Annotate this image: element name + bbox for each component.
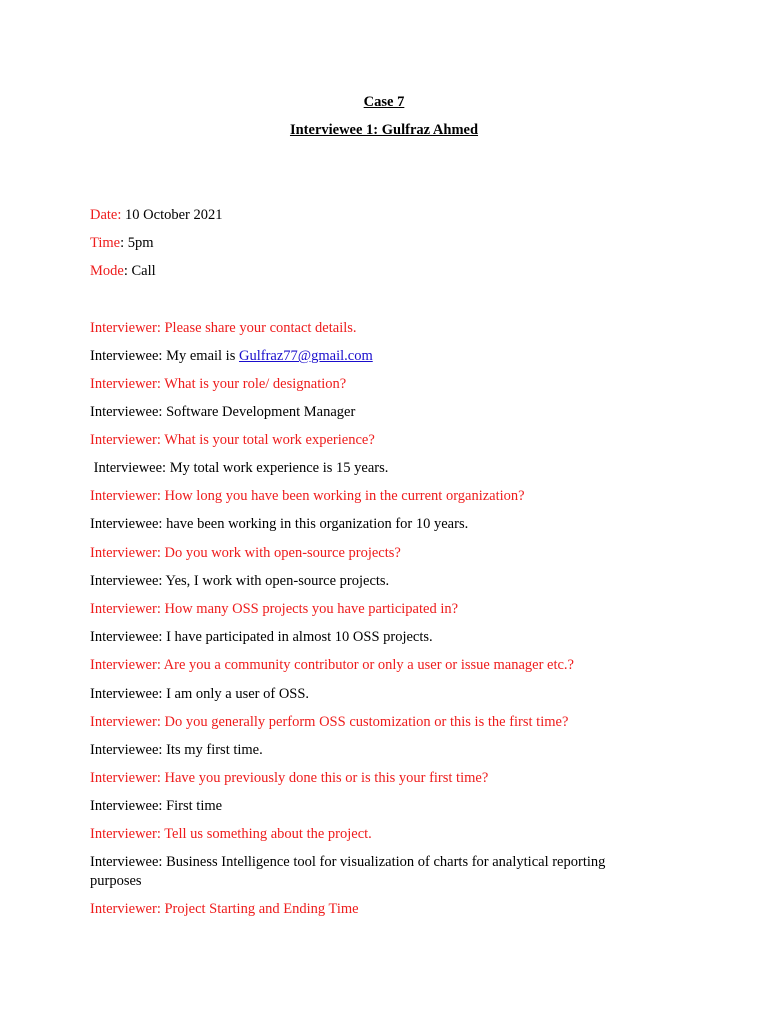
time-value: : 5pm <box>120 235 154 251</box>
question-contributor-role: Interviewer: Are you a community contributor or only a user or issue manager etc.? <box>90 657 574 673</box>
question-tenure: Interviewer: How long you have been working in the current organization? <box>90 488 525 504</box>
question-customization: Interviewer: Do you generally perform OSS customization or this is the first time? <box>90 714 569 730</box>
time-line <box>90 234 635 253</box>
question-oss-count: Interviewer: How many OSS projects you have participated in? <box>90 601 459 617</box>
question-role: Interviewer: What is your role/ designation? <box>90 376 347 392</box>
answer-project: Interviewee: Business Intelligence tool for visualization of charts for analytical reporting purposes <box>90 854 606 889</box>
email-link[interactable]: Gulfraz77@gmail.com <box>238 348 373 364</box>
date-value: 10 October 2021 <box>121 207 223 223</box>
answer-customization: Interviewee: Its my first time. <box>90 742 263 758</box>
question-project-time: Interviewer: Project Starting and Ending Time <box>90 901 359 917</box>
time-label: Time <box>90 235 121 251</box>
case-title: Case 7 <box>363 94 405 110</box>
question-project: Interviewer: Tell us something about the project. <box>90 826 372 842</box>
answer-first-time: Interviewee: First time <box>90 798 223 814</box>
interviewee-title: Interviewee 1: Gulfraz Ahmed <box>289 122 479 138</box>
answer-oss-count: Interviewee: I have participated in almost 10 OSS projects. <box>90 629 433 645</box>
answer-open-source: Interviewee: Yes, I work with open-source projects. <box>90 573 390 589</box>
mode-label: Mode <box>90 263 124 279</box>
answer-tenure: Interviewee: have been working in this organization for 10 years. <box>90 516 469 532</box>
mode-line <box>90 262 635 281</box>
date-line <box>90 206 635 225</box>
answer-contact <box>90 347 635 366</box>
mode-value: : Call <box>123 263 156 279</box>
answer-role: Interviewee: Software Development Manager <box>90 404 356 420</box>
question-experience: Interviewer: What is your total work experience? <box>90 432 375 448</box>
answer-experience: Interviewee: My total work experience is 15 years. <box>90 460 389 476</box>
question-first-time: Interviewer: Have you previously done this or is this your first time? <box>90 770 489 786</box>
date-label: Date: <box>90 207 122 223</box>
answer-contributor-role: Interviewee: I am only a user of OSS. <box>90 686 310 702</box>
question-open-source: Interviewer: Do you work with open-source projects? <box>90 545 401 561</box>
question-contact: Interviewer: Please share your contact details. <box>90 320 357 336</box>
answer-contact-prefix: Interviewee: My email is <box>90 348 239 364</box>
